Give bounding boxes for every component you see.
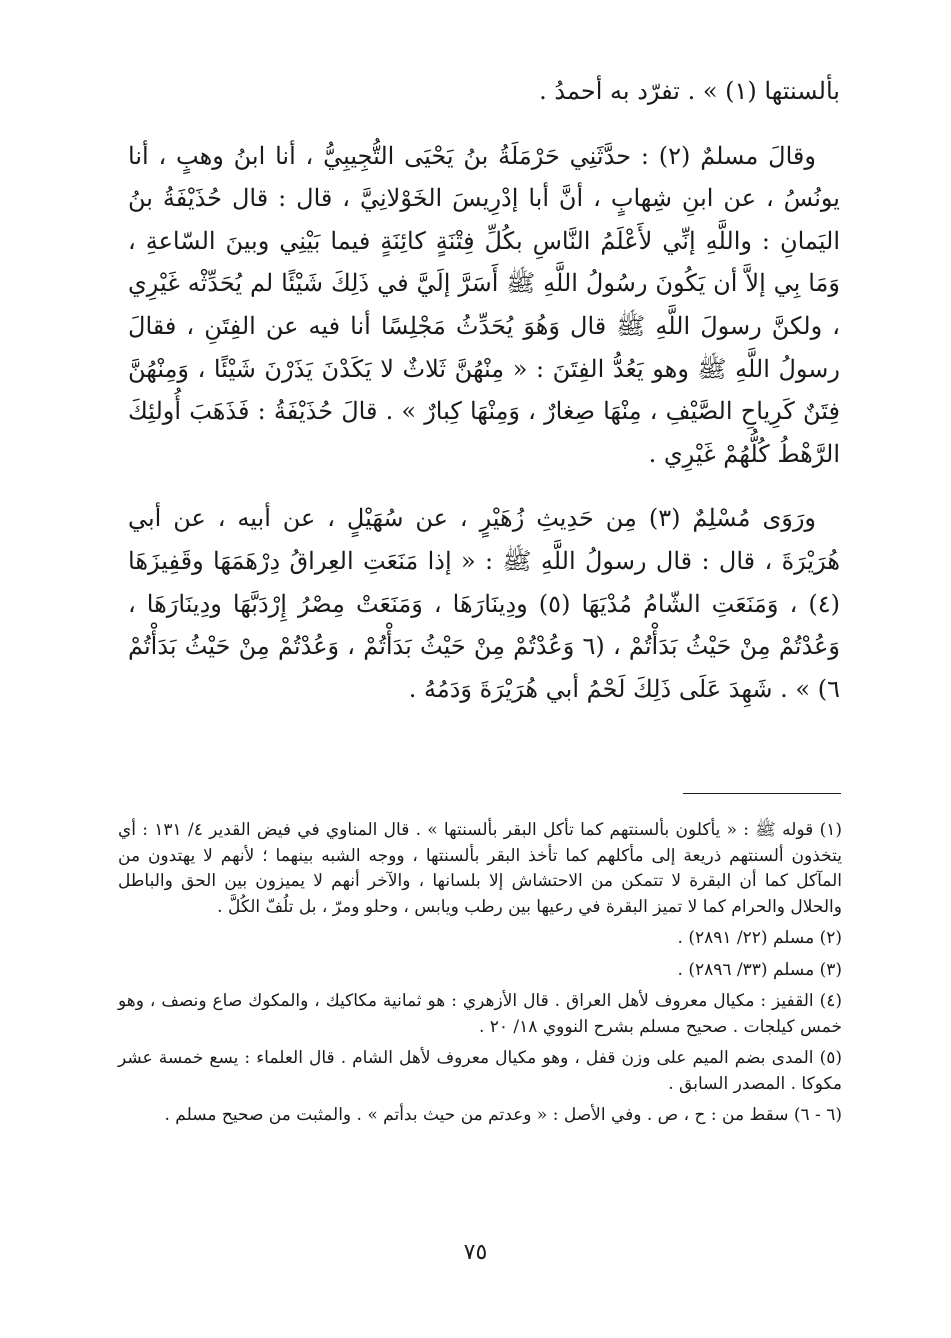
paragraph-3: ورَوَى مُسْلِمٌ (٣) مِن حَدِيثِ زُهَيْرٍ ، عن سُهَيْلٍ ، عن أبيه ، عن أبي هُرَيْرَةَ ، قال : قال رسولُ اللَّهِ ﷺ : « إذا مَنَعَتِ العِراقُ دِرْهَمَهَا وقَفِيزَهَا (٤) ، وَمَنَعَتِ الشّامُ مُدْيَهَا (٥) ودِينَارَهَا ، وَمَنَعَتْ مِصْرُ إِرْدَبَّهَا ودِينَارَهَا ، وَعُدْتُمْ مِنْ حَيْثُ بَدَأْتُمْ ، (٦ وَعُدْتُمْ مِنْ حَيْثُ بَدَأْتُمْ ، وَعُدْتُمْ مِنْ حَيْثُ بَدَأْتُمْ ٦) » . شَهِدَ عَلَى ذَلِكَ لَحْمُ أبي هُرَيْرَةَ وَدَمُهُ . [128,504,841,703]
paragraph-1: بألسنتها (١) » . تفرّد به أحمدُ . [539,77,840,105]
main-text-block [128,70,840,710]
footnote-6: (٦ - ٦) سقط من : ح ، ص . وفي الأصل : « وعدتم من حيث بدأتم » . والمثبت من صحيح مسلم . [164,1105,842,1125]
footnote-3: (٣) مسلم (٣٣/ ٢٨٩٦) . [677,959,842,980]
paragraph-2: وقالَ مسلمٌ (٢) : حدَّثَنِي حَرْمَلَةُ بنُ يَحْيَى التُّجِيبِيُّ ، أنا ابنُ وهبٍ ، أنا يونُسُ ، عن ابنِ شِهابٍ ، أنَّ أبا إدْرِيسَ الخَوْلانِيَّ ، قال : قال حُذَيْفَةُ بنُ اليَمانِ : واللَّهِ إنِّي لأَعْلَمُ النَّاسِ بكُلِّ فِتْنَةٍ كائِنَةٍ فيما بَيْنِي وبينَ السّاعةِ ، وَمَا بِي إلاَّ أن يَكُونَ رسُولُ اللَّهِ ﷺ أَسَرَّ إلَيَّ في ذَلِكَ شَيْئًا لم يُحَدِّثْه غَيْرِي ، ولكنَّ رسولَ اللَّهِ ﷺ قال وَهُوَ يُحَدِّثُ مَجْلِسًا أنا فيه عن الفِتَنِ ، فقالَ رسولُ اللَّهِ ﷺ وهو يَعُدُّ الفِتَنَ : « مِنْهُنَّ ثَلاثٌ لا يَكَدْنَ يَذَرْنَ شَيْئًا ، وَمِنْهُنَّ فِتَنٌ كَرِياحِ الصَّيْفِ ، مِنْهَا صِغارٌ ، وَمِنْهَا كِبارٌ » . قالَ حُذَيْفَةُ : فَذَهَبَ أُولئِكَ الرَّهْطُ كُلُّهُمْ غَيْرِي . [128,141,840,468]
footnote-5: (٥) المدى بضم الميم على وزن قفل ، وهو مكيال معروف لأهل الشام . قال العلماء : يسع خمسة عشر مكوكا . المصدر السابق . [118,1048,842,1094]
footnote-1: (١) قوله ﷺ : « يأكلون بألسنتهم كما تأكل البقر بألسنتها » . قال المناوي في فيض القدير ٤/ ١٣١ : أي يتخذون ألسنتهم ذريعة إلى مأكلهم كما تأخذ البقر بألسنتها ، ووجه الشبه بينهما ؛ لأنهم لا يهتدون من المآكل كما أن البقرة لا تتمكن من الاحتشاش إلا بلسانها ، والآخر أنهم لا يميزون بين الحق والباطل والحلال والحرام كما لا تميز البقرة في رعيها بين رطب ويابس ، وحلو ومرّ ، بل تلُفّ الكُلَّ . [118,820,842,917]
footnote-separator [683,793,841,794]
footnote-2: (٢) مسلم (٢٢/ ٢٨٩١) . [677,928,842,948]
footnote-4: (٤) القفيز : مكيال معروف لأهل العراق . قال الأزهري : هو ثمانية مكاكيك ، والمكوك صاع ونصف ، وهو خمس كيلجات . صحيح مسلم بشرح النووي ١٨/ ٢٠ . [118,991,842,1037]
footnotes-block [118,818,842,1135]
page-number: ٧٥ [463,1240,488,1265]
